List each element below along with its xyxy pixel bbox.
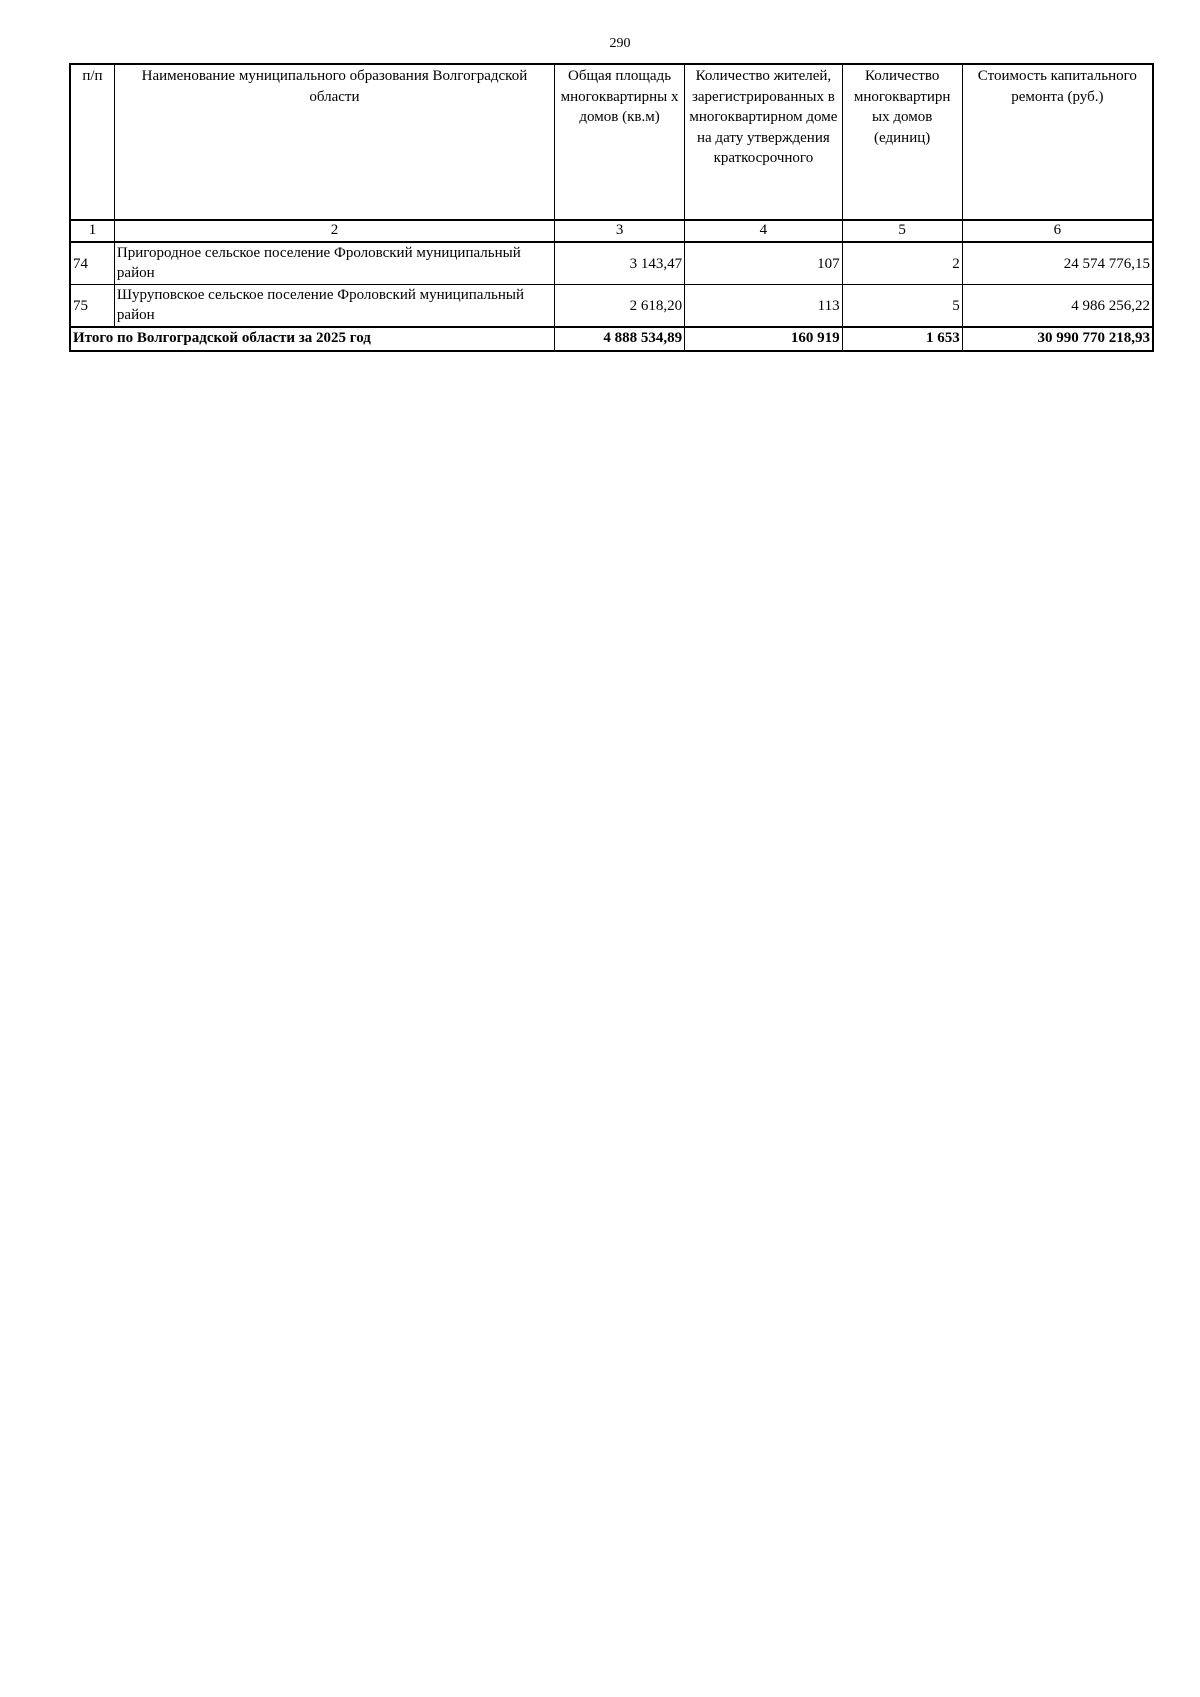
row-houses: 2 — [842, 242, 962, 285]
row-residents: 107 — [685, 242, 842, 285]
header-index: п/п — [70, 64, 114, 220]
page-number: 290 — [609, 36, 631, 51]
total-row — [70, 327, 1153, 351]
total-houses: 1 653 — [842, 327, 962, 351]
row-cost: 24 574 776,15 — [962, 242, 1153, 285]
column-number-row — [70, 220, 1153, 242]
header-cost: Стоимость капитального ремонта (руб.) — [962, 64, 1153, 220]
header-residents — [685, 64, 842, 220]
row-cost: 4 986 256,22 — [962, 285, 1153, 328]
column-number: 4 — [685, 220, 842, 242]
table-header-row — [70, 64, 1153, 220]
column-number: 1 — [70, 220, 114, 242]
row-index: 75 — [70, 285, 114, 328]
row-area: 3 143,47 — [554, 242, 684, 285]
table-row — [70, 285, 1153, 328]
column-number: 3 — [554, 220, 684, 242]
capital-repair-table — [69, 63, 1154, 352]
table-row — [70, 242, 1153, 285]
column-number: 2 — [114, 220, 554, 242]
row-municipality: Пригородное сельское поселение Фроловский муниципальный район — [114, 242, 554, 285]
row-municipality: Шуруповское сельское поселение Фроловский муниципальный район — [114, 285, 554, 328]
column-number: 5 — [842, 220, 962, 242]
total-label: Итого по Волгоградской области за 2025 год — [70, 327, 554, 351]
column-number: 6 — [962, 220, 1153, 242]
header-houses: Количество многоквартирн ых домов (единиц) — [842, 64, 962, 220]
row-index: 74 — [70, 242, 114, 285]
total-area: 4 888 534,89 — [554, 327, 684, 351]
header-municipality: Наименование муниципального образования Волгоградской области — [114, 64, 554, 220]
header-residents-text: Количество жителей, зарегистрированных в многоквартирном доме на дату утверждения краткосрочного — [689, 68, 838, 166]
row-residents: 113 — [685, 285, 842, 328]
total-residents: 160 919 — [685, 327, 842, 351]
row-area: 2 618,20 — [554, 285, 684, 328]
total-cost: 30 990 770 218,93 — [962, 327, 1153, 351]
header-area: Общая площадь многоквартирны х домов (кв.м) — [554, 64, 684, 220]
row-houses: 5 — [842, 285, 962, 328]
